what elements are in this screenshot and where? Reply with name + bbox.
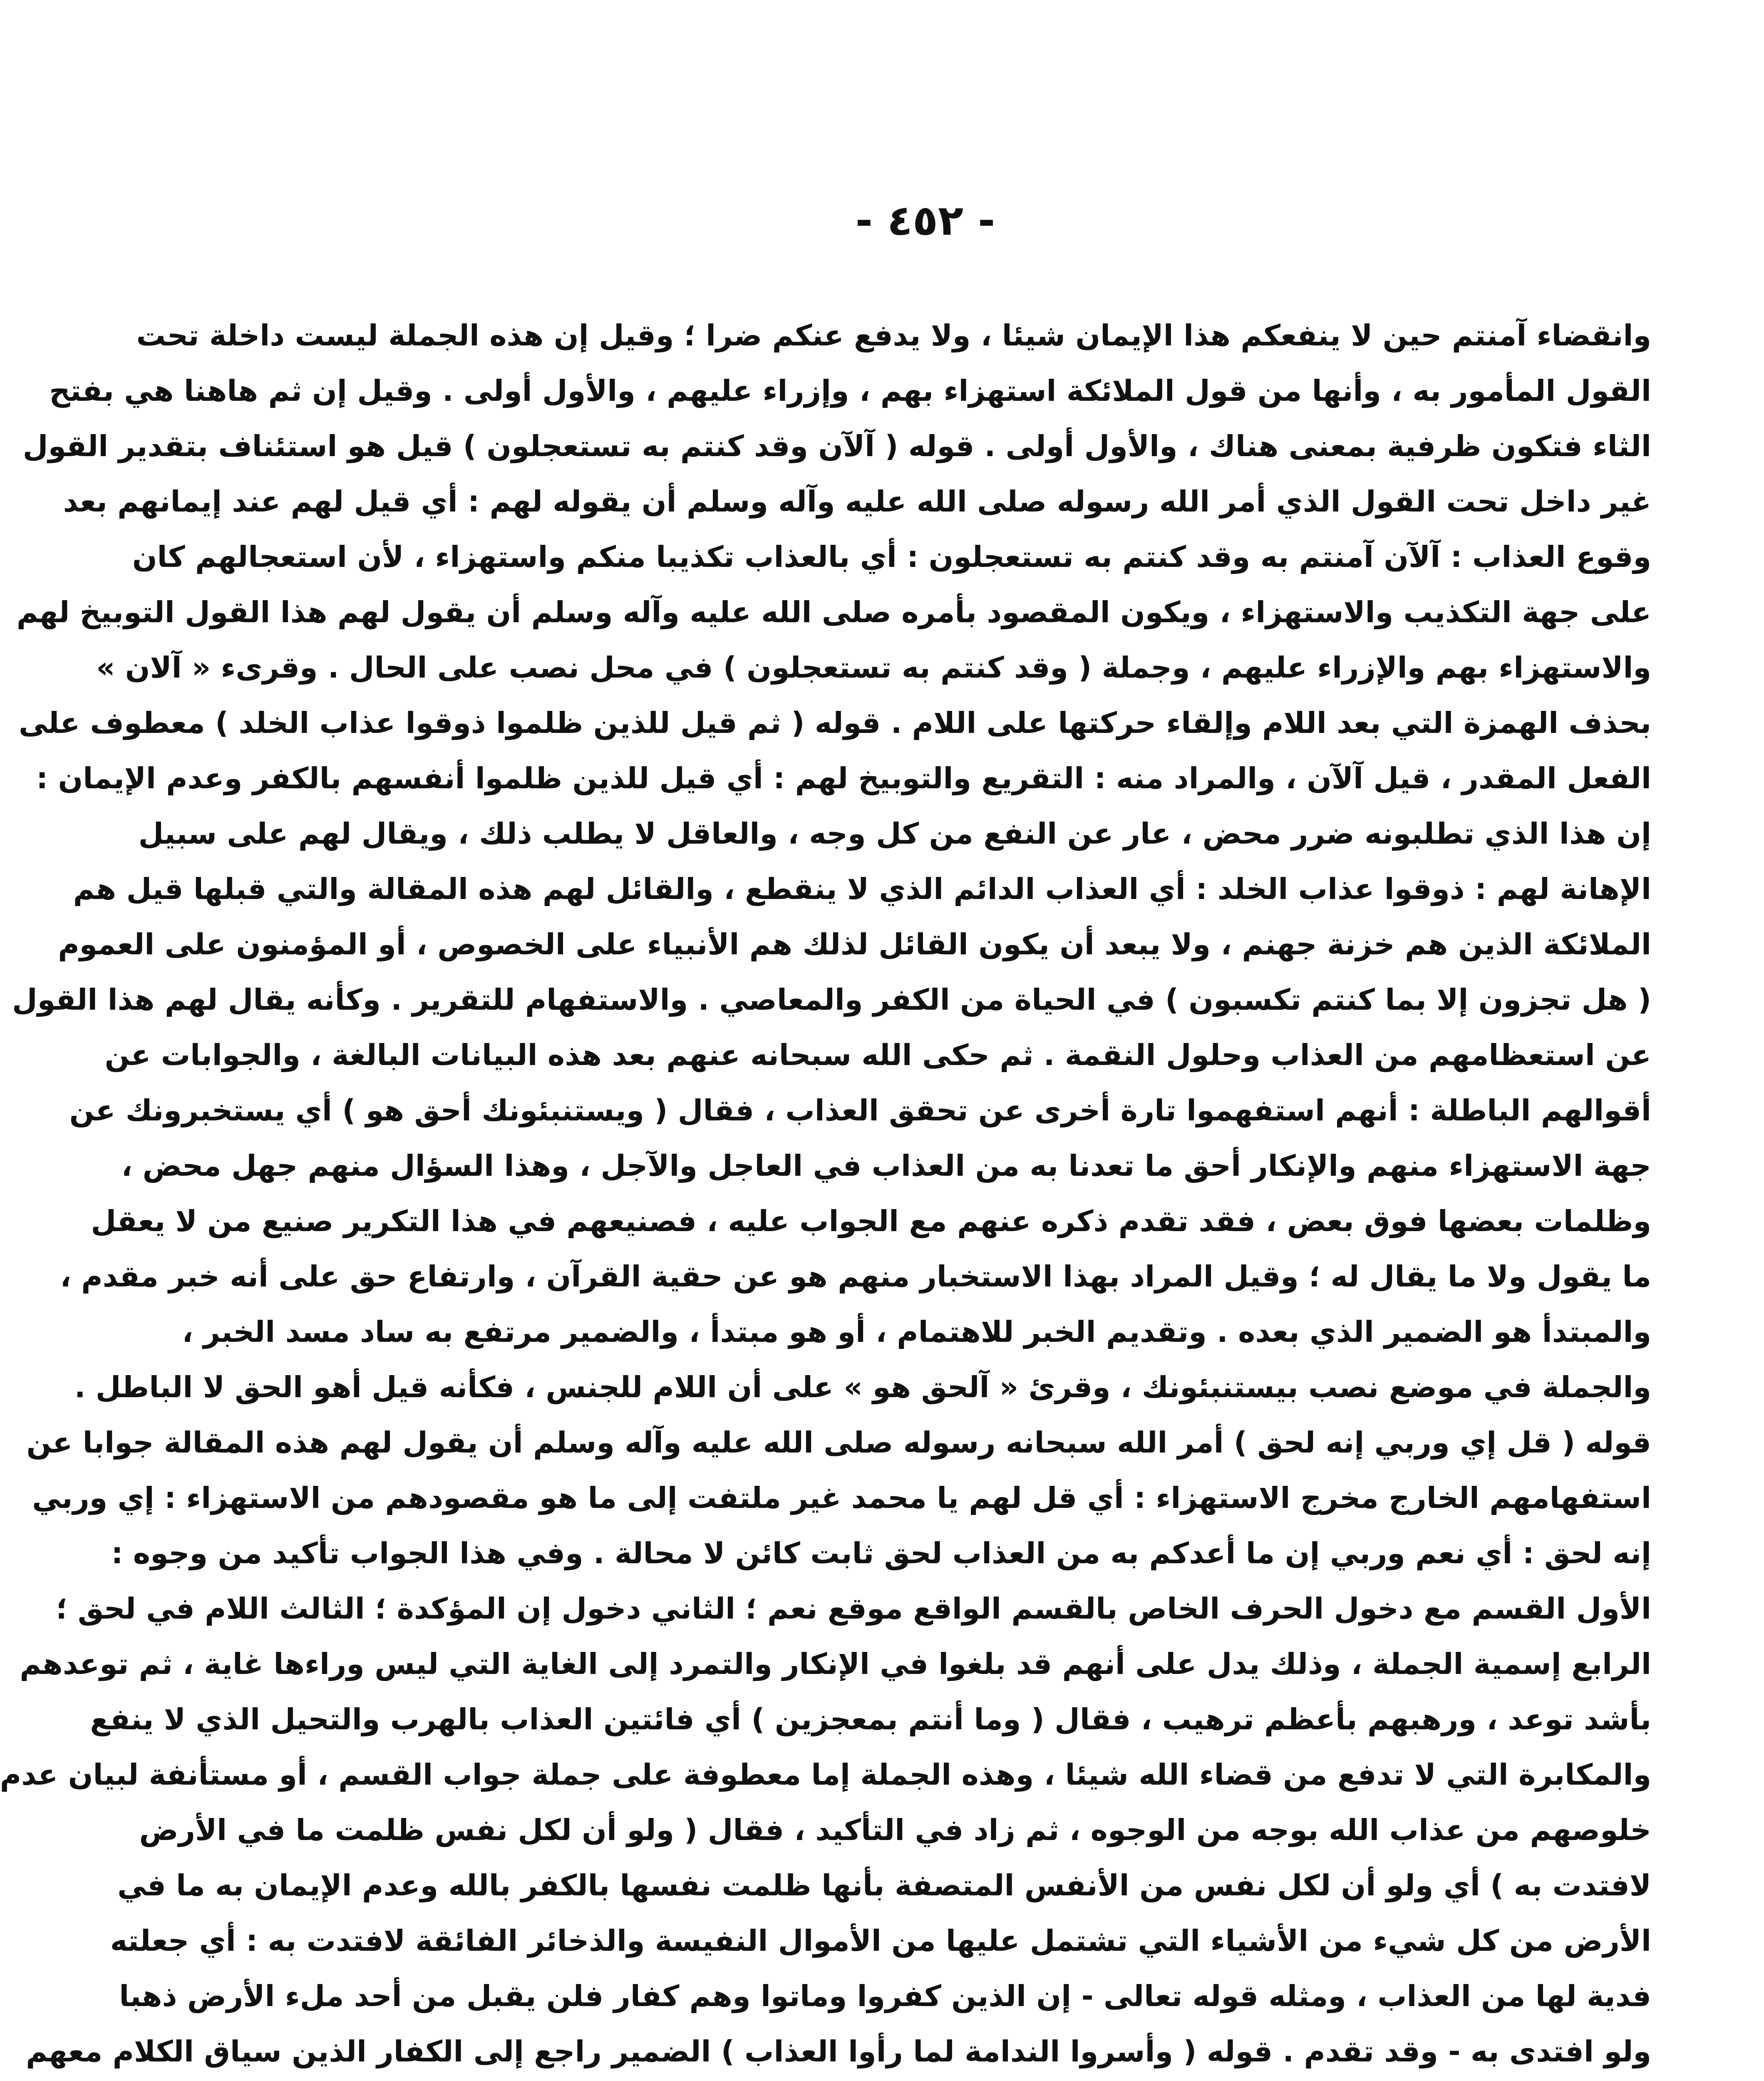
text-line: أقوالهم الباطلة : أنهم استفهموا تارة أخرى عن تحقق العذاب ، فقال ( ويستنبئونك أحق هو ) أي يستخبرونك عن <box>69 1093 1651 1127</box>
body-text <box>0 308 1651 2079</box>
text-line: الثاء فتكون ظرفية بمعنى هناك ، والأول أولى . قوله ( آلآن وقد كنتم به تستعجلون ) قيل هو استئناف بتقدير القول <box>22 429 1651 463</box>
text-line: عن استعظامهم من العذاب وحلول النقمة . ثم حكى الله سبحانه عنهم بعد هذه البيانات البالغة ، والجوابات عن <box>104 1038 1651 1072</box>
text-line: وظلمات بعضها فوق بعض ، فقد تقدم ذكره عنهم مع الجواب عليه ، فصنيعهم في هذا التكرير صنيع من لا يعقل <box>91 1204 1651 1238</box>
text-line: قوله ( قل إي وربي إنه لحق ) أمر الله سبحانه رسوله صلى الله عليه وآله وسلم أن يقول لهم هذه المقالة جوابا عن <box>26 1425 1651 1460</box>
text-line: على جهة التكذيب والاستهزاء ، ويكون المقصود بأمره صلى الله عليه وآله وسلم أن يقول لهم هذا القول التوبيخ لهم <box>16 595 1651 629</box>
text-line: الأرض من كل شيء من الأشياء التي تشتمل عليها من الأموال النفيسة والذخائر الفائقة لافتدت به : أي جعلته <box>110 1924 1651 1958</box>
text-line: فدية لها من العذاب ، ومثله قوله تعالى - إن الذين كفروا وماتوا وهم كفار فلن يقبل من أحد ملء الأرض ذهبا <box>119 1979 1651 2013</box>
text-line: إنه لحق : أي نعم وربي إن ما أعدكم به من العذاب لحق ثابت كائن لا محالة . وفي هذا الجواب تأكيد من وجوه : <box>111 1536 1651 1570</box>
text-line: استفهامهم الخارج مخرج الاستهزاء : أي قل لهم يا محمد غير ملتفت إلى ما هو مقصودهم من الاستهزاء : إي وربي <box>32 1481 1651 1515</box>
text-line: والجملة في موضع نصب بيستنبئونك ، وقرئ « آلحق هو » على أن اللام للجنس ، فكأنه قيل أهو الحق لا الباطل . <box>74 1370 1651 1404</box>
text-line: ولو افتدى به - وقد تقدم . قوله ( وأسروا الندامة لما رأوا العذاب ) الضمير راجع إلى الكفار الذين سياق الكلام معهم <box>26 2034 1651 2069</box>
text-line: جهة الاستهزاء منهم والإنكار أحق ما تعدنا به من العذاب في العاجل والآجل ، وهذا السؤال منهم جهل محض ، <box>121 1149 1651 1183</box>
text-line: إن هذا الذي تطلبونه ضرر محض ، عار عن النفع من كل وجه ، والعاقل لا يطلب ذلك ، ويقال لهم على سبيل <box>138 817 1651 851</box>
text-line: ( هل تجزون إلا بما كنتم تكسبون ) في الحياة من الكفر والمعاصي . والاستفهام للتقرير . وكأنه يقال لهم هذا القول <box>12 983 1651 1017</box>
text-line: لافتدت به ) أي ولو أن لكل نفس من الأنفس المتصفة بأنها ظلمت نفسها بالكفر بالله وعدم الإيمان به ما في <box>117 1868 1651 1902</box>
text-line: وانقضاء آمنتم حين لا ينفعكم هذا الإيمان شيئا ، ولا يدفع عنكم ضرا ؛ وقيل إن هذه الجملة ليست داخلة تحت <box>136 318 1651 353</box>
text-line: القول المأمور به ، وأنها من قول الملائكة استهزاء بهم ، وإزراء عليهم ، والأول أولى . وقيل إن ثم هاهنا هي بفتح <box>49 374 1651 408</box>
text-line: الأول القسم مع دخول الحرف الخاص بالقسم الواقع موقع نعم ؛ الثاني دخول إن المؤكدة ؛ الثالث اللام في لحق ؛ <box>56 1592 1651 1626</box>
text-line: وقوع العذاب : آلآن آمنتم به وقد كنتم به تستعجلون : أي بالعذاب تكذيبا منكم واستهزاء ، لأن استعجالهم كان <box>132 540 1651 574</box>
text-line: ما يقول ولا ما يقال له ؛ وقيل المراد بهذا الاستخبار منهم هو عن حقية القرآن ، وارتفاع حق على أنه خبر مقدم ، <box>60 1259 1651 1294</box>
text-line: والمكابرة التي لا تدفع من قضاء الله شيئا ، وهذه الجملة إما معطوفة على جملة جواب القسم ، أو مستأنفة لبيان عدم <box>0 1758 1651 1792</box>
text-line: الملائكة الذين هم خزنة جهنم ، ولا يبعد أن يكون القائل لذلك هم الأنبياء على الخصوص ، أو المؤمنون على العموم <box>58 927 1651 961</box>
page-number: - ٤٥٢ - <box>855 196 995 245</box>
text-line: والمبتدأ هو الضمير الذي بعده . وتقديم الخبر للاهتمام ، أو هو مبتدأ ، والضمير مرتفع به ساد مسد الخبر ، <box>182 1315 1651 1349</box>
text-line: بحذف الهمزة التي بعد اللام وإلقاء حركتها على اللام . قوله ( ثم قيل للذين ظلموا ذوقوا عذاب الخلد ) معطوف على <box>18 706 1651 740</box>
text-line: غير داخل تحت القول الذي أمر الله رسوله صلى الله عليه وآله وسلم أن يقوله لهم : أي قيل لهم عند إيمانهم بعد <box>63 484 1651 519</box>
text-line: بأشد توعد ، ورهبهم بأعظم ترهيب ، فقال ( وما أنتم بمعجزين ) أي فائتين العذاب بالهرب والتحيل الذي لا ينفع <box>90 1702 1651 1736</box>
text-line: الفعل المقدر ، قيل آلآن ، والمراد منه : التقريع والتوبيخ لهم : أي قيل للذين ظلموا أنفسهم بالكفر وعدم الإيمان : <box>36 761 1651 795</box>
text-line: الإهانة لهم : ذوقوا عذاب الخلد : أي العذاب الدائم الذي لا ينقطع ، والقائل لهم هذه المقالة والتي قبلها قيل هم <box>73 872 1651 906</box>
text-line: خلوصهم من عذاب الله بوجه من الوجوه ، ثم زاد في التأكيد ، فقال ( ولو أن لكل نفس ظلمت ما في الأرض <box>139 1813 1651 1847</box>
text-line: الرابع إسمية الجملة ، وذلك يدل على أنهم قد بلغوا في الإنكار والتمرد إلى الغاية التي ليس وراءها غاية ، ثم توعدهم <box>20 1647 1651 1681</box>
text-line: والاستهزاء بهم والإزراء عليهم ، وجملة ( وقد كنتم به تستعجلون ) في محل نصب على الحال . وقرىء « آلان » <box>96 651 1651 685</box>
